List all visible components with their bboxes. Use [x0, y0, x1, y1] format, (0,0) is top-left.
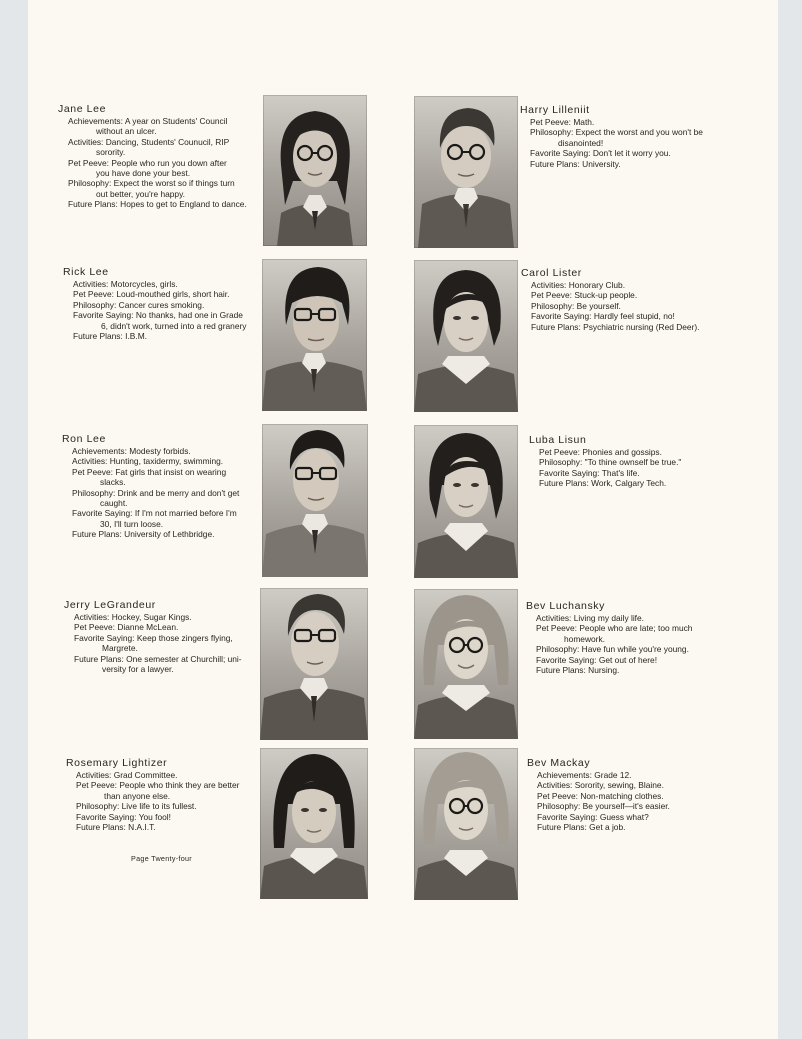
- field-label: Future Plans:: [73, 331, 123, 342]
- field-label: Achievements:: [72, 446, 127, 456]
- profile-field: [521, 301, 741, 311]
- profile-field: [529, 478, 739, 488]
- field-label: Favorite Saying:: [74, 632, 135, 643]
- profile-field: [58, 178, 263, 199]
- profile-field: [520, 159, 740, 169]
- field-value: than anyone else.: [104, 790, 171, 801]
- portrait-figure: [414, 96, 518, 248]
- field-label: Favorite Saying:: [537, 811, 598, 822]
- profile-field: [58, 116, 263, 137]
- profile-field: [527, 780, 740, 790]
- field-value: out better, you're happy.: [96, 188, 185, 199]
- portrait-rick-lee: [262, 259, 367, 411]
- field-value: Phonies and gossips.: [582, 447, 662, 457]
- profile-field: [62, 488, 264, 509]
- field-value: versity for a lawyer.: [102, 664, 174, 675]
- profile-field: [529, 468, 739, 478]
- field-label: Future Plans:: [76, 822, 126, 833]
- profile-field: [58, 137, 263, 158]
- field-value: N.A.I.T.: [128, 822, 156, 833]
- field-label: Pet Peeve:: [530, 117, 571, 127]
- field-value: Have fun while you're young.: [581, 644, 689, 655]
- field-value: Psychiatric nursing (Red Deer).: [583, 321, 700, 332]
- field-label: Activities:: [531, 280, 567, 290]
- field-value: Be yourself.: [576, 300, 621, 311]
- field-value: Dancing, Students' Counucil, RIP: [105, 136, 230, 147]
- field-value: Nursing.: [588, 665, 620, 676]
- field-label: Future Plans:: [539, 478, 589, 489]
- field-value: Drink and be merry and don't get: [117, 487, 240, 498]
- field-label: Future Plans:: [537, 822, 587, 833]
- profile-field: [66, 822, 262, 832]
- student-name: Carol Lister: [521, 267, 582, 279]
- profile-field: [58, 158, 263, 179]
- profile-field: [520, 148, 740, 158]
- page-number: Page Twenty-four: [131, 854, 193, 863]
- field-value: Work, Calgary Tech.: [591, 478, 667, 489]
- field-label: Pet Peeve:: [536, 623, 577, 634]
- portrait-figure: [260, 588, 368, 740]
- field-label: Future Plans:: [531, 321, 581, 332]
- field-label: Philosophy:: [537, 801, 581, 812]
- field-value: Keep those zingers flying,: [136, 632, 233, 643]
- field-label: Future Plans:: [68, 199, 118, 210]
- profile-field: [529, 447, 739, 457]
- student-name: Harry Lilleniit: [520, 104, 590, 116]
- student-entry-harry-lilleniit: [520, 104, 740, 169]
- student-entry-jane-lee: [58, 103, 263, 210]
- portrait-jane-lee: [263, 95, 367, 246]
- field-label: Pet Peeve:: [539, 447, 580, 457]
- student-name: Jane Lee: [58, 103, 107, 115]
- field-value: Sorority, sewing, Blaine.: [574, 780, 664, 791]
- field-value: Hockey, Sugar Kings.: [111, 612, 192, 622]
- field-label: Activities:: [72, 456, 108, 467]
- field-value: Be yourself—it's easier.: [582, 801, 670, 812]
- field-value: "To thine ownself be true.": [584, 457, 682, 468]
- field-label: Pet Peeve:: [72, 466, 113, 477]
- profile-field: [527, 801, 740, 811]
- profile-field: [63, 331, 263, 341]
- profile-field: [520, 127, 740, 148]
- field-value: Modesty forbids.: [129, 446, 191, 456]
- field-value: No thanks, had one in Grade: [135, 310, 243, 321]
- field-label: Activities:: [68, 136, 104, 147]
- portrait-harry-lilleniit: [414, 96, 518, 248]
- field-value: Fat girls that insist on wearing: [115, 466, 227, 477]
- field-value: Don't let it worry you.: [592, 148, 671, 159]
- field-label: Favorite Saying:: [73, 310, 134, 321]
- profile-field: [526, 613, 740, 623]
- student-entry-rick-lee: [63, 266, 263, 341]
- profile-field: [62, 508, 264, 529]
- field-value: 30, I'll turn loose.: [100, 518, 164, 529]
- field-value: People who think they are better: [119, 780, 240, 791]
- portrait-figure: [262, 259, 367, 411]
- field-label: Pet Peeve:: [73, 289, 114, 300]
- portrait-bev-mackay: [414, 748, 518, 900]
- field-label: Activities:: [537, 780, 573, 791]
- field-label: Pet Peeve:: [68, 157, 109, 168]
- profile-field: [521, 280, 741, 290]
- field-label: Philosophy:: [72, 487, 116, 498]
- field-label: Pet Peeve:: [531, 290, 572, 301]
- profile-field: [526, 644, 740, 654]
- portrait-figure: [414, 748, 518, 900]
- student-entry-jerry-legrandeur: [64, 599, 264, 674]
- profile-field: [526, 655, 740, 665]
- field-value: Hunting, taxidermy, swimming.: [109, 456, 224, 467]
- profile-field: [527, 770, 740, 780]
- profile-field: [527, 822, 740, 832]
- field-value: homework.: [564, 633, 605, 644]
- field-label: Favorite Saying:: [539, 467, 600, 478]
- student-name: Luba Lisun: [529, 434, 587, 446]
- profile-field: [526, 665, 740, 675]
- field-label: Philosophy:: [73, 299, 117, 310]
- student-name: Bev Mackay: [527, 757, 591, 769]
- field-value: caught.: [100, 498, 128, 509]
- field-value: Guess what?: [599, 811, 649, 822]
- field-value: I.B.M.: [125, 331, 148, 342]
- field-value: Grade 12.: [594, 770, 632, 780]
- portrait-ron-lee: [262, 424, 368, 577]
- profile-field: [66, 801, 262, 811]
- portrait-figure: [414, 589, 518, 739]
- student-entry-rosemary-lightizer: [66, 757, 262, 832]
- field-value: You fool!: [138, 811, 171, 822]
- field-label: Favorite Saying:: [531, 311, 592, 322]
- field-label: Favorite Saying:: [72, 508, 133, 519]
- field-label: Future Plans:: [74, 653, 124, 664]
- profile-field: [520, 117, 740, 127]
- field-value: disanointed!: [558, 137, 604, 148]
- field-value: University of Lethbridge.: [124, 529, 215, 540]
- field-value: One semester at Churchill; uni-: [126, 653, 242, 664]
- field-label: Pet Peeve:: [537, 790, 578, 801]
- field-value: Non-matching clothes.: [580, 790, 664, 801]
- field-label: Achievements:: [537, 770, 592, 780]
- field-label: Future Plans:: [72, 529, 122, 540]
- profile-field: [64, 633, 264, 654]
- profile-field: [527, 791, 740, 801]
- field-value: University.: [582, 158, 621, 169]
- student-name: Rosemary Lightizer: [66, 757, 168, 769]
- field-value: People who are late; too much: [579, 623, 693, 634]
- field-value: A year on Students' Council: [124, 116, 228, 126]
- field-label: Philosophy:: [530, 127, 574, 138]
- field-value: Hardly feel stupid, no!: [593, 311, 675, 322]
- portrait-figure: [262, 424, 368, 577]
- profile-field: [521, 290, 741, 300]
- field-value: Grad Committee.: [113, 770, 178, 780]
- profile-field: [64, 622, 264, 632]
- field-value: without an ulcer.: [96, 126, 157, 137]
- field-value: slacks.: [100, 477, 126, 488]
- field-value: That's life.: [601, 467, 640, 478]
- profile-field: [62, 446, 264, 456]
- field-value: Cancer cures smoking.: [118, 299, 205, 310]
- field-label: Activities:: [73, 279, 109, 289]
- field-value: Live life to its fullest.: [121, 801, 197, 812]
- field-value: Margrete.: [102, 643, 138, 654]
- field-label: Favorite Saying:: [536, 654, 597, 665]
- field-label: Pet Peeve:: [74, 622, 115, 633]
- portrait-rosemary-lightizer: [260, 748, 368, 899]
- student-entry-ron-lee: [62, 433, 264, 540]
- field-value: Get a job.: [589, 822, 626, 833]
- profile-field: [62, 529, 264, 539]
- field-value: Expect the worst and you won't be: [575, 127, 703, 138]
- student-entry-luba-lisun: [529, 434, 739, 489]
- yearbook-page: [28, 0, 778, 1039]
- profile-field: [529, 457, 739, 467]
- field-value: Dianne McLean.: [117, 622, 179, 633]
- portrait-figure: [263, 95, 367, 246]
- profile-field: [64, 612, 264, 622]
- portrait-figure: [414, 425, 518, 578]
- profile-field: [526, 623, 740, 644]
- portrait-figure: [260, 748, 368, 899]
- field-value: 6, didn't work, turned into a red granery: [101, 320, 247, 331]
- student-name: Bev Luchansky: [526, 600, 606, 612]
- profile-field: [66, 770, 262, 780]
- field-label: Pet Peeve:: [76, 780, 117, 791]
- field-value: If I'm not married before I'm: [134, 508, 237, 519]
- profile-field: [62, 456, 264, 466]
- profile-field: [66, 812, 262, 822]
- field-label: Philosophy:: [68, 178, 112, 189]
- student-entry-bev-mackay: [527, 757, 740, 832]
- field-label: Activities:: [536, 613, 572, 623]
- student-name: Ron Lee: [62, 433, 106, 445]
- field-value: Stuck-up people.: [574, 290, 638, 301]
- profile-field: [64, 654, 264, 675]
- profile-field: [63, 279, 263, 289]
- profile-field: [63, 300, 263, 310]
- portrait-bev-luchansky: [414, 589, 518, 739]
- profile-field: [58, 199, 263, 209]
- field-value: Loud-mouthed girls, short hair.: [116, 289, 230, 300]
- field-value: Math.: [573, 117, 595, 127]
- field-label: Activities:: [76, 770, 112, 780]
- profile-field: [63, 289, 263, 299]
- field-label: Future Plans:: [536, 665, 586, 676]
- profile-field: [521, 322, 741, 332]
- profile-field: [527, 812, 740, 822]
- field-label: Philosophy:: [76, 801, 120, 812]
- field-value: Motorcycles, girls.: [110, 279, 178, 289]
- field-value: Living my daily life.: [573, 613, 644, 623]
- field-value: Honorary Club.: [568, 280, 626, 290]
- student-entry-bev-luchansky: [526, 600, 740, 675]
- field-value: Expect the worst so if things turn: [113, 178, 235, 189]
- field-label: Future Plans:: [530, 158, 580, 169]
- profile-field: [63, 310, 263, 331]
- field-label: Activities:: [74, 612, 110, 622]
- portrait-luba-lisun: [414, 425, 518, 578]
- field-value: you have done your best.: [96, 168, 191, 179]
- profile-field: [521, 311, 741, 321]
- field-label: Philosophy:: [531, 300, 575, 311]
- field-value: Get out of here!: [598, 654, 658, 665]
- field-label: Favorite Saying:: [76, 811, 137, 822]
- profile-field: [62, 467, 264, 488]
- field-label: Achievements:: [68, 116, 123, 126]
- field-value: sorority.: [96, 147, 126, 158]
- field-label: Favorite Saying:: [530, 148, 591, 159]
- student-entry-carol-lister: [521, 267, 741, 332]
- field-value: People who run you down after: [111, 157, 227, 168]
- student-name: Rick Lee: [63, 266, 109, 278]
- portrait-carol-lister: [414, 260, 518, 412]
- field-label: Philosophy:: [536, 644, 580, 655]
- portrait-jerry-legrandeur: [260, 588, 368, 740]
- field-label: Philosophy:: [539, 457, 583, 468]
- field-value: Hopes to get to England to dance.: [120, 199, 247, 210]
- profile-field: [66, 780, 262, 801]
- portrait-figure: [414, 260, 518, 412]
- student-name: Jerry LeGrandeur: [64, 599, 156, 611]
